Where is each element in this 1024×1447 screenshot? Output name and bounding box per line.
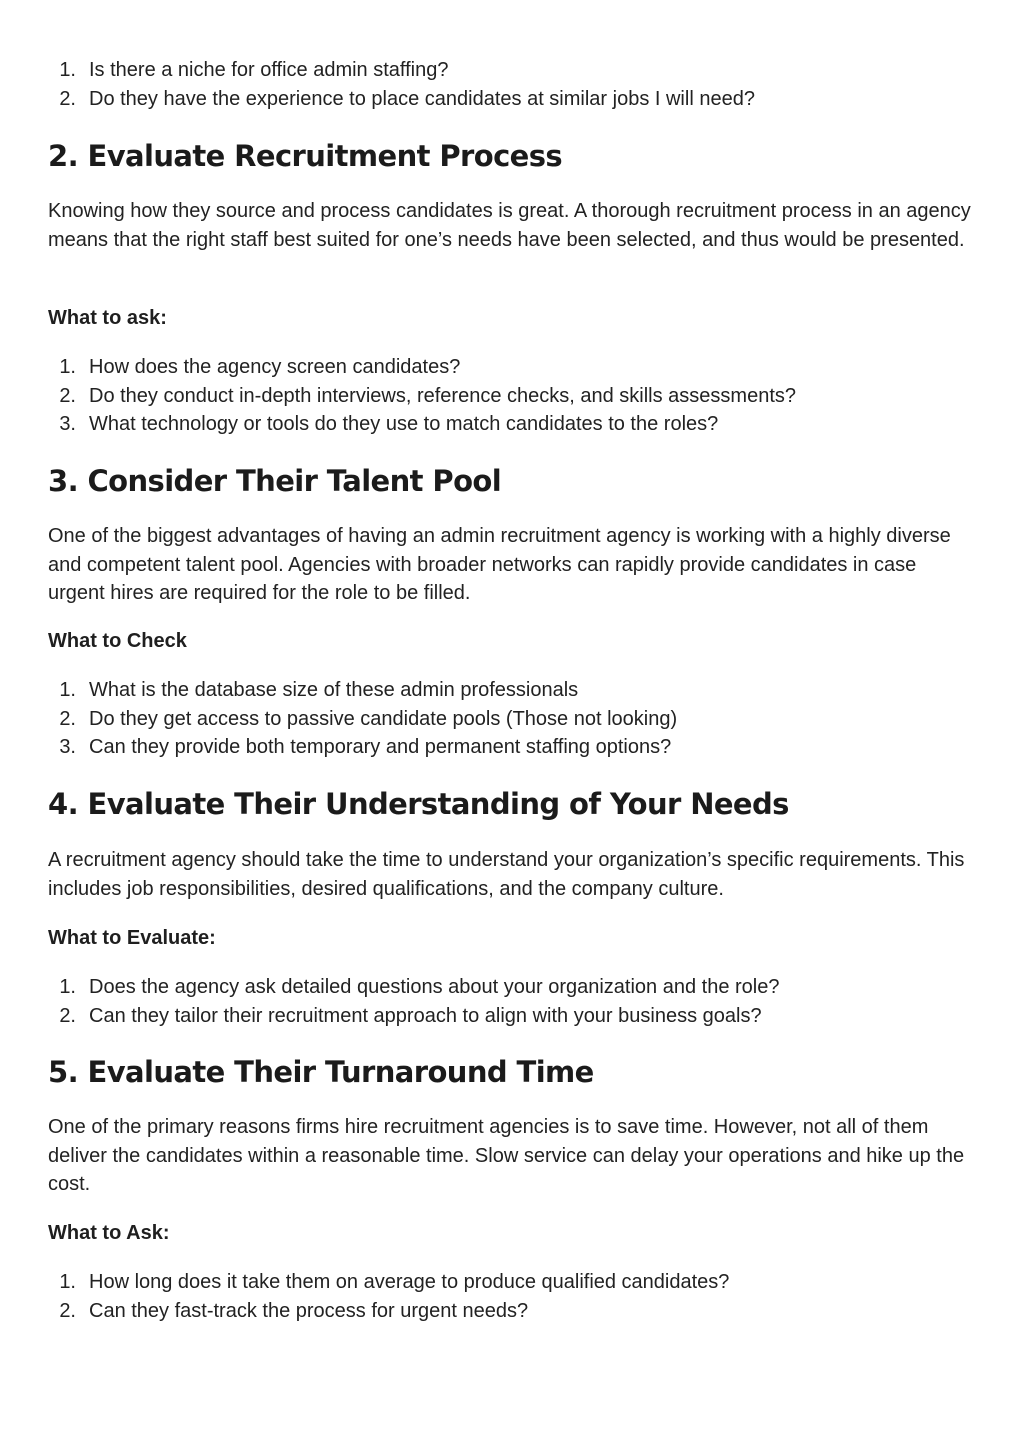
list-item: 1. How long does it take them on average to produce qualified candidates? [59, 1271, 730, 1293]
section-heading: 4. Evaluate Their Understanding of Your Needs [48, 787, 789, 821]
list-item: 1. Is there a niche for office admin staffing? [59, 59, 449, 81]
list-item: 1. How does the agency screen candidates? [59, 356, 461, 378]
section-list [48, 353, 978, 439]
list-item: 3. Can they provide both temporary and permanent staffing options? [59, 736, 672, 758]
section-heading: 3. Consider Their Talent Pool [48, 464, 502, 498]
section-paragraph: One of the primary reasons firms hire recruitment agencies is to save time. However, not all of them deliver the candidates within a reasonable time. Slow service can delay your operations and hike up the cost. [48, 1116, 965, 1195]
list-item: 1. Does the agency ask detailed questions about your organization and the role? [59, 976, 780, 998]
list-item: 2. Do they get access to passive candidate pools (Those not looking) [59, 707, 678, 730]
list-item: 1. What is the database size of these admin professionals [59, 679, 579, 701]
section-list [48, 1268, 978, 1325]
section-subheading: What to ask: [48, 307, 167, 329]
list-item: 2. Do they have the experience to place candidates at similar jobs I will need? [59, 87, 755, 110]
section-paragraph: Knowing how they source and process candidates is great. A thorough recruitment process in an agency means that the right staff best suited for one’s needs have been selected, and thus would be presented. [48, 200, 971, 251]
section-subheading: What to Check [48, 630, 187, 652]
section-subheading: What to Ask: [48, 1222, 170, 1244]
list-item: 2. Do they conduct in-depth interviews, reference checks, and skills assessments? [59, 384, 797, 407]
intro-list [48, 56, 978, 113]
section-paragraph: A recruitment agency should take the time to understand your organization’s specific requirements. This includes job responsibilities, desired qualifications, and the company culture. [48, 849, 965, 900]
list-item: 2. Can they tailor their recruitment approach to align with your business goals? [59, 1004, 762, 1027]
section-paragraph: One of the biggest advantages of having an admin recruitment agency is working with a highly diverse and competent talent pool. Agencies with broader networks can rapidly provide candidates in case urgent hires are required for the role to be filled. [48, 525, 951, 604]
section-list [48, 676, 978, 762]
section-list [48, 973, 978, 1030]
section-subheading: What to Evaluate: [48, 927, 216, 949]
section-heading: 5. Evaluate Their Turnaround Time [48, 1055, 594, 1089]
section-heading: 2. Evaluate Recruitment Process [48, 139, 563, 173]
list-item: 3. What technology or tools do they use to match candidates to the roles? [59, 413, 719, 435]
list-item: 2. Can they fast-track the process for urgent needs? [59, 1299, 529, 1322]
